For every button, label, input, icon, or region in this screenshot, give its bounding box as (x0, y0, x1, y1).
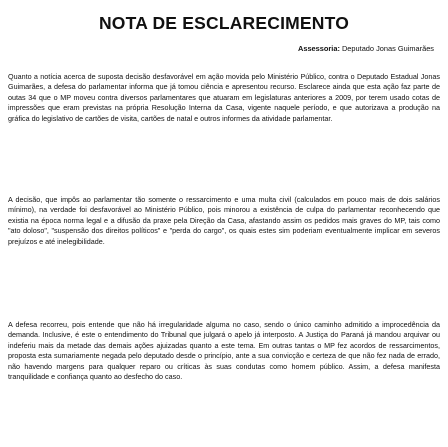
byline (298, 44, 434, 54)
page-title: NOTA DE ESCLARECIMENTO (98, 13, 350, 33)
byline-label: Assessoria (298, 44, 338, 53)
byline-name: Deputado Jonas Guimarães (341, 44, 434, 53)
paragraph-2: A decisão, que impôs ao parlamentar tão somente o ressarcimento e uma multa civil (calculados em pouco mais de dois salários mínimo), na verdade foi desfavorável ao Ministério Público, pois minorou a existência de culpa do parlamentar reconhecendo que existia na época norma legal e a difusão da praxe pela Direção da Casa, afastando assim os pedidos mais graves do MP, tais como "ato doloso", "suspensão dos direitos políticos" e "perda do cargo", os quais estes sim poderiam eventualmente implicar em severos prejuízos e até inelegibilidade. (8, 195, 440, 246)
byline-separator: : (337, 44, 342, 53)
paragraph-3: A defesa recorreu, pois entende que não há irregularidade alguma no caso, sendo o único caminho admitido a improcedência da demanda. Inclusive, é este o entendimento do Tribunal que julgará o apelo já interposto. A Justiça do Paraná já mandou arquivar ou indeferiu mais da metade das demais ações ajuizadas quanto a este tema. Em outras tantas o MP fez acordos de ressarcimentos, proposta esta sumariamente negada pelo deputado desde o princípio, ante a sua convicção e certeza de que não fez nada de errado, não havendo margens para qualquer reparo ou críticas às suas condutas como homem público. Assim, a defesa manifesta tranquilidade e confiança quanto ao desfecho do caso. (8, 320, 440, 382)
paragraph-1: Quanto a notícia acerca de suposta decisão desfavorável em ação movida pelo Ministério Público, contra o Deputado Estadual Jonas Guimarães, a defesa do parlamentar informa que já tomou ciência e apresentou recurso. Esclarece ainda que esta ação faz parte de outas 34 que o MP moveu contra diversos parlamentares que atuaram em legislaturas anteriores a 2009, por terem usado cotas de impressões que eram previstas na própria Resolução Interna da Casa, vigente naquele período, e que autorizava a produção na gráfica do legislativo de cartões de visita, cartões de natal e outros informes da atividade parlamentar. (8, 72, 440, 123)
